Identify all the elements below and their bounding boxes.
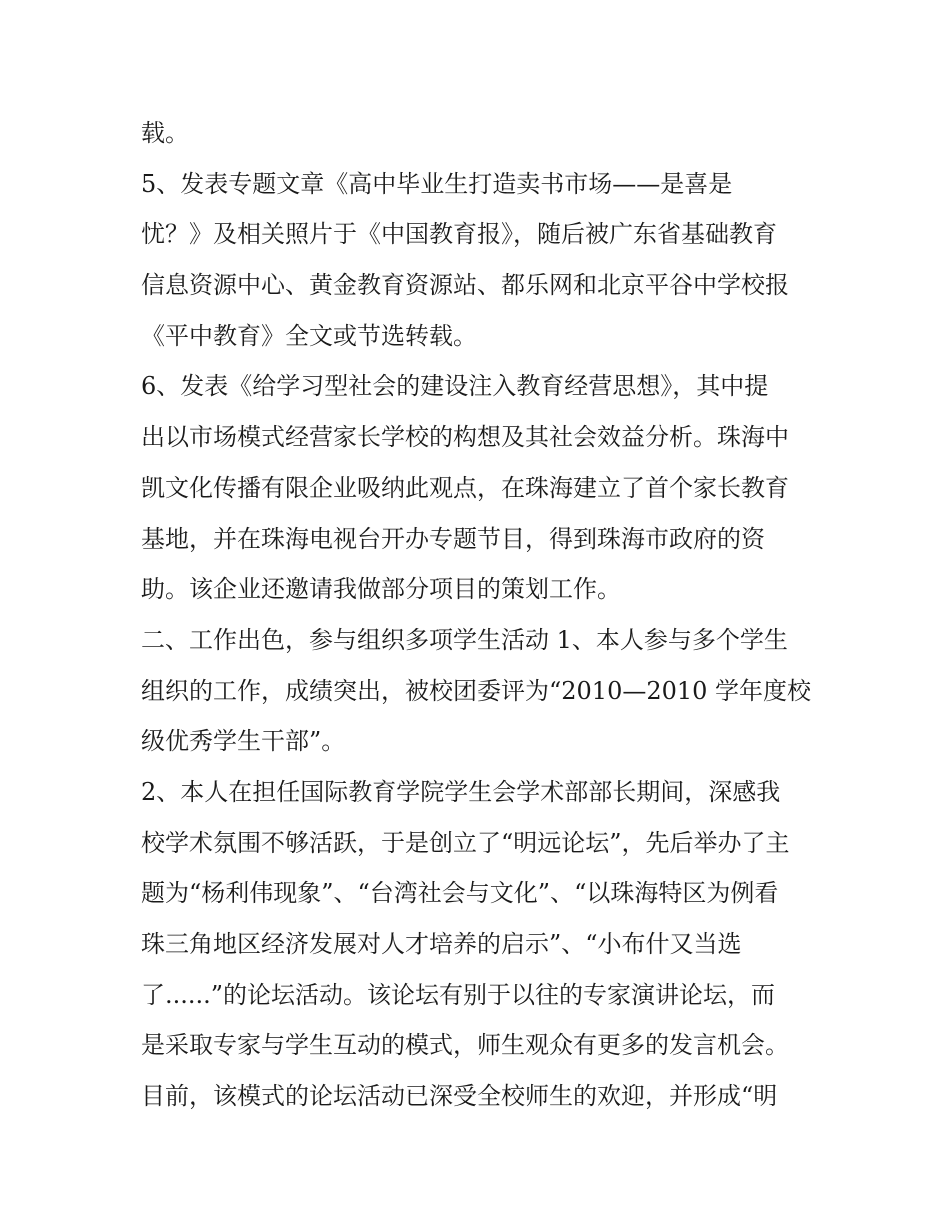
text-line: 基地，并在珠海电视台开办专题节目，得到珠海市政府的资	[141, 524, 765, 553]
text-line: 级优秀学生干部”。	[141, 727, 346, 756]
text-line: 珠三角地区经济发展对人才培养的启示”、“小布什又当选	[141, 930, 742, 958]
text-line: 《平中教育》全文或节选转载。	[141, 321, 477, 350]
text-line: 载。	[141, 119, 189, 147]
text-line: 题为“杨利伟现象”、“台湾社会与文化”、“以珠海特区为例看	[141, 879, 779, 908]
text-line: 助。该企业还邀请我做部分项目的策划工作。	[141, 575, 621, 604]
document-body	[141, 108, 821, 1122]
text-line: 2、本人在担任国际教育学院学生会学术部部长期间，深感我	[141, 777, 781, 806]
text-line: 目前，该模式的论坛活动已深受全校师生的欢迎，并形成“明	[141, 1082, 778, 1111]
text-line: 出以市场模式经营家长学校的构想及其社会效益分析。珠海中	[141, 423, 789, 452]
text-line: 了......”的论坛活动。该论坛有别于以往的专家演讲论坛，而	[141, 980, 776, 1009]
text-line: 凯文化传播有限企业吸纳此观点，在珠海建立了首个家长教育	[141, 473, 789, 502]
text-line: 二、工作出色，参与组织多项学生活动 1、本人参与多个学生	[141, 625, 788, 654]
text-line: 忧？》及相关照片于《中国教育报》，随后被广东省基础教育	[141, 220, 777, 249]
text-line: 6、发表《给学习型社会的建设注入教育经营思想》，其中提	[141, 372, 769, 401]
text-line: 5、发表专题文章《高中毕业生打造卖书市场——是喜是	[141, 169, 733, 198]
text-line: 信息资源中心、黄金教育资源站、都乐网和北京平谷中学校报	[141, 271, 789, 300]
text-line: 是采取专家与学生互动的模式，师生观众有更多的发言机会。	[141, 1031, 789, 1060]
text-line: 校学术氛围不够活跃，于是创立了“明远论坛”，先后举办了主	[141, 828, 790, 857]
text-line: 组织的工作，成绩突出，被校团委评为“2010—2010 学年度校	[141, 676, 812, 705]
